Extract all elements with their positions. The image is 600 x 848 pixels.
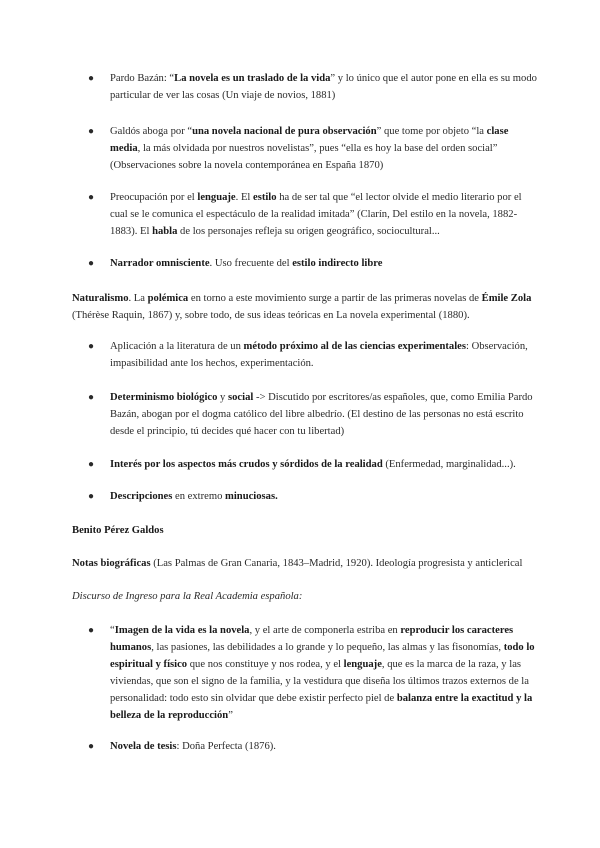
bold-run: lenguaje (197, 192, 236, 203)
notas-paragraph (72, 555, 532, 572)
text-run: : Observación, impasibilidad ante los hechos, experimentación. (110, 341, 528, 369)
bold-run: La novela es un traslado de la vida (174, 73, 331, 84)
text-run: ” y lo único que el autor pone en ella es su modo particular de ver las cosas (Un viaje de novios, 1881) (110, 73, 537, 101)
list-item (110, 488, 540, 505)
bold-run: Interés por los aspectos más crudos y sórdidos de la realidad (110, 459, 383, 470)
text-run: en torno a este movimiento surge a partir de las primeras novelas de (188, 293, 482, 304)
bold-run: Naturalismo (72, 293, 129, 304)
text-run: que nos constituye y nos rodea, y el (187, 659, 344, 670)
list-item (110, 456, 540, 473)
naturalismo-paragraph (72, 290, 552, 324)
bullet-icon: ● (88, 258, 95, 269)
text-run: Galdós aboga por “ (110, 126, 193, 137)
list-item (110, 389, 540, 440)
bold-run: lenguaje (343, 659, 382, 670)
bold-run: estilo (253, 192, 277, 203)
text-run: , y el arte de componerla estriba en (249, 625, 401, 636)
text-run: -> Discutido por escritores/as españoles, que, como Emilia Pardo Bazán, abogan por el dogma católico del libre albedrío. (El destino de las personas no está escrito desde el principio, tú decides qué hacer con tu libertad) (110, 392, 533, 437)
text-run: Aplicación a la literatura de un (110, 341, 244, 352)
text-run: . El (235, 192, 254, 203)
bold-run: Notas biográficas (72, 558, 151, 569)
list-item (110, 189, 540, 240)
text-run: (Enfermedad, marginalidad...). (382, 459, 516, 470)
bold-run: estilo indirecto libre (292, 258, 383, 269)
bullet-icon: ● (88, 625, 95, 636)
text-run: ha de ser tal que “el lector olvide el medio literario por el cual se le comunica el espectáculo de la realidad imitada” (Clarín, Del estilo en la novela, 1882-1883). El (110, 192, 522, 237)
list-item (110, 622, 540, 724)
text-run: (Las Palmas de Gran Canaria, 1843–Madrid, 1920). Ideología progresista y anticlerical (150, 558, 523, 569)
list-item (110, 70, 540, 104)
list-item (110, 338, 540, 372)
text-run: Pardo Bazán: “ (110, 73, 175, 84)
bold-run: social (228, 392, 254, 403)
text-run: . Uso frecuente del (209, 258, 293, 269)
bullet-icon: ● (88, 341, 95, 352)
text-run: de los personajes refleja su origen geográfico, sociocultural... (177, 226, 440, 237)
bold-run: Novela de tesis (110, 741, 177, 752)
list-item (110, 255, 540, 272)
bold-run: minuciosas. (225, 491, 278, 502)
bold-run: balanza entre la exactitud y la belleza de la reproducción (110, 693, 533, 721)
bold-run: Narrador omnisciente (110, 258, 210, 269)
bold-run: habla (152, 226, 178, 237)
text-run: . La (128, 293, 148, 304)
bold-run: una novela nacional de pura observación (192, 126, 377, 137)
bold-run: reproducir los caracteres humanos (110, 625, 514, 653)
bold-run: Imagen de la vida es la novela (114, 625, 250, 636)
bullet-icon: ● (88, 459, 95, 470)
bullet-icon: ● (88, 73, 95, 84)
text-run: ” que tome por objeto “la (376, 126, 487, 137)
bullet-icon: ● (88, 491, 95, 502)
bold-run: polémica (147, 293, 189, 304)
text-run: , que es la marca de la raza, y las viviendas, que son el signo de la familia, y la vestidura que diseña los últimos trazos externos de la personalidad: todo esto sin olvidar que debe existir perfecto piel de (110, 659, 529, 704)
text-run: en extremo (172, 491, 226, 502)
text-run: : Doña Perfecta (1876). (176, 741, 276, 752)
bold-run: método próximo al de las ciencias experimentales (243, 341, 466, 352)
text-run: , la más olvidada por nuestros novelistas”, pues “ella es hoy la base del orden social” (Observaciones sobre la novela contemporánea en España 1870) (110, 143, 498, 171)
bullet-icon: ● (88, 741, 95, 752)
text-run: ” (228, 710, 233, 721)
list-item (110, 123, 540, 174)
bullet-icon: ● (88, 192, 95, 203)
bold-run: Descripciones (110, 491, 173, 502)
section-heading: Benito Pérez Galdos (72, 525, 164, 536)
bullet-icon: ● (88, 126, 95, 137)
bullet-icon: ● (88, 392, 95, 403)
discurso-title: Discurso de Ingreso para la Real Academia española: (72, 591, 303, 602)
bold-run: Determinismo biológico (110, 392, 218, 403)
list-item (110, 738, 540, 755)
text-run: Preocupación por el (110, 192, 198, 203)
text-run: y (217, 392, 228, 403)
text-run: (Thérèse Raquin, 1867) y, sobre todo, de sus ideas teóricas en La novela experimental (1880). (72, 310, 470, 321)
bold-run: Émile Zola (481, 293, 532, 304)
text-run: “ (110, 625, 115, 636)
text-run: , las pasiones, las debilidades a lo grande y lo pequeño, las almas y las fisonomías, (151, 642, 504, 653)
bold-run: todo lo espiritual y físico (110, 642, 535, 670)
bold-run: clase media (110, 126, 509, 154)
